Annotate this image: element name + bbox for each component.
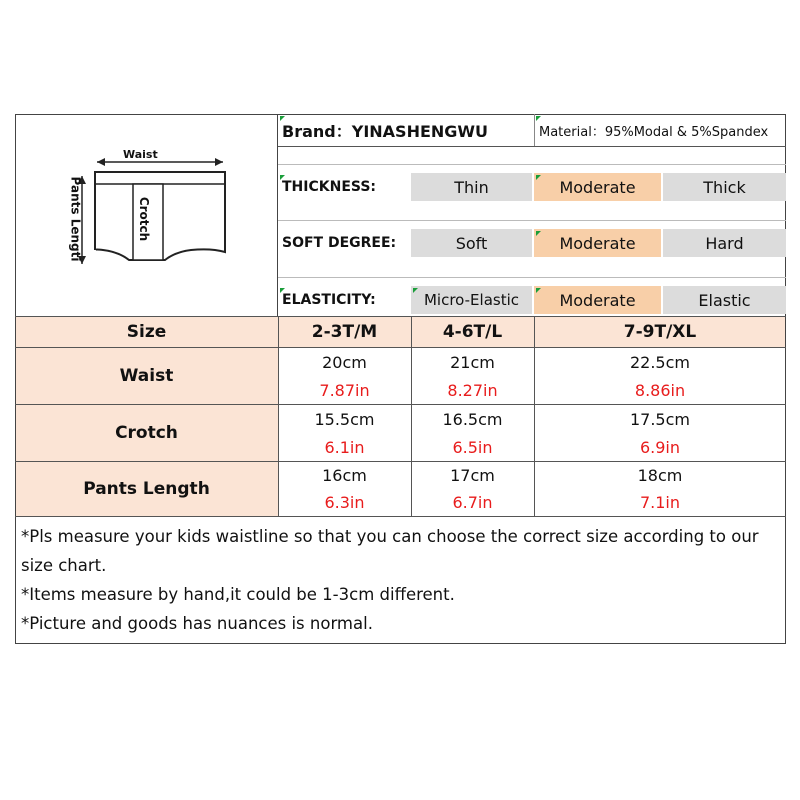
table-cell: 7.87in [319,380,370,400]
size-header-label: Size [126,322,167,342]
note-line: *Picture and goods has nuances is normal. [21,614,373,633]
soft-degree-option-hard: Hard [663,229,786,257]
thickness-option-thick: Thick [663,173,786,201]
material-label: Material：95%Modal & 5%Spandex [534,114,786,146]
size-header-m: 2-3T/M [311,322,378,342]
table-cell: 6.3in [324,493,365,512]
tick-mark [280,288,285,293]
table-cell: 22.5cm [629,352,690,372]
table-cell: 15.5cm [314,409,375,429]
table-cell: 20cm [322,352,367,372]
elasticity-option-elastic: Elastic [663,286,786,314]
table-cell: 16cm [322,466,367,485]
thickness-option-thin: Thin [411,173,532,201]
note-line: size chart. [21,556,107,575]
tick-mark [413,288,418,293]
table-cell: 8.27in [447,380,498,400]
table-cell: 6.1in [324,437,365,457]
soft-degree-option-soft: Soft [411,229,532,257]
tick-mark [280,116,285,121]
table-cell: 7.1in [639,493,681,512]
tick-mark [536,231,541,236]
tick-mark [536,175,541,180]
row-label-crotch: Crotch [115,422,178,443]
table-cell: 6.5in [452,437,493,457]
soft-degree-label: SOFT DEGREE: [282,235,397,251]
elasticity-option-moderate: Moderate [534,286,661,314]
tick-mark [536,116,541,121]
table-cell: 16.5cm [442,409,503,429]
table-cell: 17cm [450,466,495,485]
divider [278,220,786,221]
table-cell: 21cm [450,352,495,372]
divider [278,146,786,147]
note-line: *Pls measure your kids waistline so that you can choose the correct size according to our [21,527,759,546]
table-cell: 18cm [637,466,683,485]
elasticity-option-micro: Micro-Elastic [411,286,532,314]
divider [278,277,786,278]
pants-length-label: Pants Lengti [68,176,83,262]
row-label-pants-length: Pants Length [83,478,210,499]
thickness-option-moderate: Moderate [534,173,661,201]
size-header-l: 4-6T/L [442,322,503,342]
table-cell: 6.9in [639,437,681,457]
table-cell: 6.7in [452,493,493,512]
note-line: *Items measure by hand,it could be 1-3cm different. [21,585,455,604]
table-cell: 8.86in [634,380,686,400]
tick-mark [536,288,541,293]
table-cell: 17.5cm [629,409,690,429]
soft-degree-option-moderate: Moderate [534,229,661,257]
waist-label: Waist [123,148,158,161]
crotch-label: Crotch [137,196,152,242]
size-header-xl: 7-9T/XL [623,322,697,342]
row-label-waist: Waist [119,365,174,386]
divider [278,164,786,165]
diagram-cell [15,114,278,316]
tick-mark [280,175,285,180]
elasticity-label: ELASTICITY: [282,292,376,308]
notes-section [15,516,786,644]
thickness-label: THICKNESS: [282,179,377,195]
brand-label: Brand：YINASHENGWU [282,121,489,141]
